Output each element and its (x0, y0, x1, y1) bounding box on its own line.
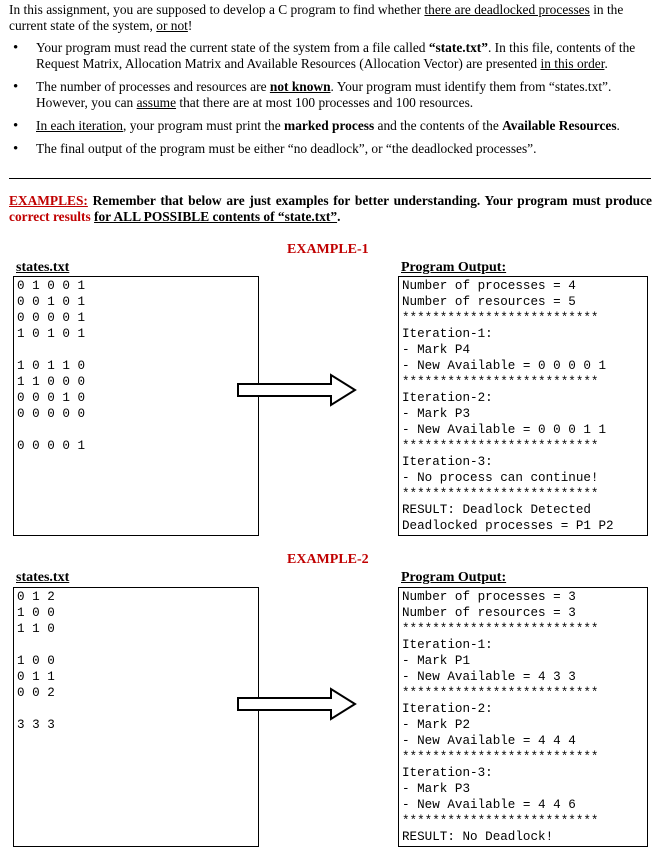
output-line: - New Available = 0 0 0 0 1 (402, 359, 607, 373)
assignment-intro (9, 2, 654, 164)
requirement-item: • Your program must read the current state of the system from a file called “state.txt”. In this file, contents of the Request Matrix, Allocation Matrix and Available Resources (Allocation Vector) are presented in this order. (9, 40, 654, 72)
intro-text: ! (187, 18, 193, 33)
output-line: - New Available = 4 4 6 (402, 798, 576, 812)
output-line: Number of resources = 5 (402, 295, 576, 309)
example-1-output-label: Program Output: (401, 260, 507, 275)
section-divider (9, 178, 651, 179)
output-line: - Mark P4 (402, 343, 471, 357)
output-line: - New Available = 0 0 0 1 1 (402, 423, 607, 437)
output-line: ************************** (402, 750, 599, 764)
intro-text: in the current state of the system, (9, 2, 624, 33)
output-line: - New Available = 4 3 3 (402, 670, 576, 684)
input-line: 0 1 0 0 1 (17, 279, 86, 293)
input-line: 0 1 1 (17, 670, 55, 684)
output-line: Iteration-3: (402, 766, 493, 780)
input-line: 0 1 2 (17, 590, 55, 604)
intro-paragraph (9, 2, 654, 34)
output-line: ************************** (402, 622, 599, 636)
output-line: Number of resources = 3 (402, 606, 576, 620)
requirement-item: • The number of processes and resources are not known. Your program must identify them from “states.txt”. However, you can assume that there are at most 100 processes and 100 resources. (9, 79, 654, 111)
example-1-title: EXAMPLE-1 (287, 242, 369, 257)
requirements-list (9, 40, 654, 157)
input-line: 3 3 3 (17, 718, 55, 732)
intro-underlined: there are deadlocked processes (424, 2, 590, 17)
output-line: - Mark P3 (402, 782, 471, 796)
output-line: Iteration-2: (402, 391, 493, 405)
input-line: 1 0 0 (17, 654, 55, 668)
intro-underlined: or not (156, 18, 188, 33)
output-line: ************************** (402, 814, 599, 828)
output-line: Iteration-1: (402, 638, 493, 652)
output-line: ************************** (402, 375, 599, 389)
input-line: 0 0 0 0 0 (17, 407, 86, 421)
input-line: 0 0 0 1 0 (17, 391, 86, 405)
input-line: 1 1 0 0 0 (17, 375, 86, 389)
input-line: 1 0 1 0 1 (17, 327, 86, 341)
example-2-output-label: Program Output: (401, 570, 507, 585)
output-line: ************************** (402, 439, 599, 453)
output-line: Iteration-3: (402, 455, 493, 469)
input-line: 1 1 0 (17, 622, 55, 636)
example-1-output-box (398, 276, 648, 536)
right-arrow-icon (236, 687, 358, 721)
output-line: RESULT: No Deadlock! (402, 830, 554, 844)
input-line: 1 0 1 1 0 (17, 359, 86, 373)
output-line: Number of processes = 3 (402, 590, 576, 604)
output-line: - Mark P1 (402, 654, 471, 668)
example-1-input-label: states.txt (16, 260, 70, 275)
output-line: ************************** (402, 686, 599, 700)
input-line: 0 0 0 0 1 (17, 439, 86, 453)
output-line: Number of processes = 4 (402, 279, 576, 293)
intro-text: In this assignment, you are supposed to develop a C program to find whether (9, 2, 425, 17)
input-line: 0 0 2 (17, 686, 55, 700)
example-2-title: EXAMPLE-2 (287, 552, 369, 567)
example-2-input-label: states.txt (16, 570, 70, 585)
input-line: 1 0 0 (17, 606, 55, 620)
output-line: - Mark P3 (402, 407, 471, 421)
output-line: Deadlocked processes = P1 P2 (402, 519, 614, 533)
output-line: - No process can continue! (402, 471, 599, 485)
output-line: ************************** (402, 487, 599, 501)
example-2-input-box (13, 587, 259, 847)
requirement-item: • In each iteration, your program must print the marked process and the contents of the Available Resources. (9, 118, 654, 134)
output-line: - New Available = 4 4 4 (402, 734, 576, 748)
output-line: Iteration-1: (402, 327, 493, 341)
input-line: 0 0 0 0 1 (17, 311, 86, 325)
right-arrow-icon (236, 373, 358, 407)
output-line: ************************** (402, 311, 599, 325)
input-line: 0 0 1 0 1 (17, 295, 86, 309)
output-line: RESULT: Deadlock Detected (402, 503, 591, 517)
output-line: Iteration-2: (402, 702, 493, 716)
requirement-item: • The final output of the program must be either “no deadlock”, or “the deadlocked processes”. (9, 141, 654, 157)
examples-note: EXAMPLES: Remember that below are just examples for better understanding. Your program must produce correct results for ALL POSSIBLE contents of “state.txt”. (9, 193, 652, 224)
example-2-output-box (398, 587, 648, 847)
output-line: - Mark P2 (402, 718, 471, 732)
examples-heading: EXAMPLES: (9, 193, 88, 208)
example-1-input-box (13, 276, 259, 536)
